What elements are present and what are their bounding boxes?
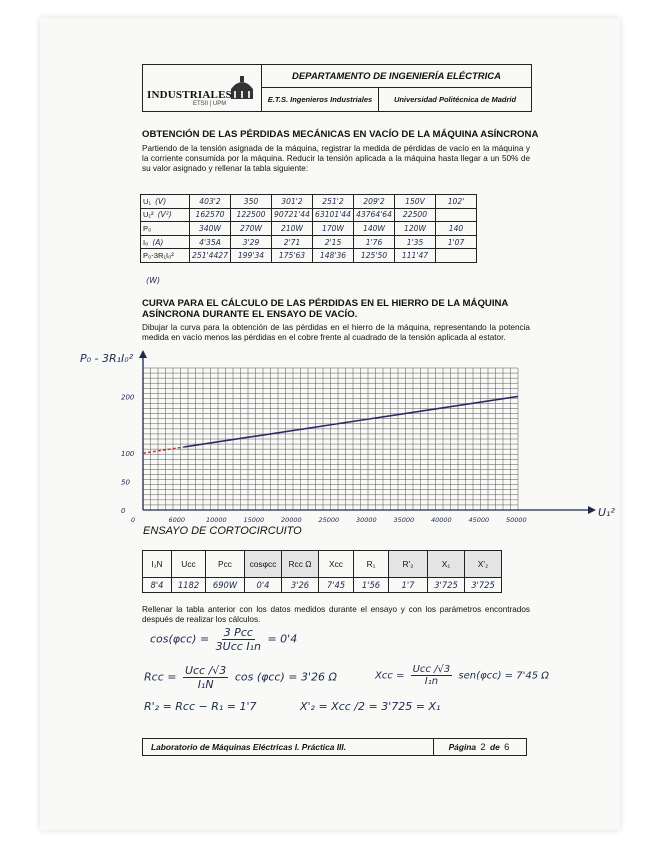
header-cell: R'₂ (389, 551, 428, 578)
formula-rcc-num: Ucc /√3 (184, 664, 227, 677)
table-row (141, 222, 477, 236)
table-row (141, 195, 477, 209)
formula-cos-phi-den: 3Ucc I₁n (215, 640, 261, 653)
table-cell: 251'4427 (190, 249, 231, 263)
short-circuit-table (142, 550, 502, 593)
section1-text: Partiendo de la tensión asignada de la máquina, registrar la medida de pérdidas de vacío en la máquina y la corriente consumida por la máquina. Reducir la tensión aplicada a la máquina hasta llegar a un 50% de su valor asignado y rellenar la tabla siguiente: (142, 144, 530, 173)
row-label (141, 222, 190, 236)
header-cell: I₁N (143, 551, 172, 578)
table-cell: 251'2 (313, 195, 354, 209)
table-cell: 22500 (395, 208, 436, 222)
document-header (142, 64, 532, 112)
formula-xcc (375, 664, 549, 687)
header-cell: X₁ (428, 551, 465, 578)
table-cell: 199'34 (231, 249, 272, 263)
page-footer (142, 738, 527, 756)
x-tick-label: 45000 (468, 516, 490, 524)
table-cell: 120W (395, 222, 436, 236)
university-name: Universidad Politécnica de Madrid (393, 95, 517, 104)
row-unit: (V²) (157, 210, 172, 220)
value-cell: 1'56 (354, 578, 389, 593)
y-tick-label: 200 (121, 393, 135, 402)
y-axis-arrow (139, 350, 147, 358)
section1-title: OBTENCIÓN DE LAS PÉRDIDAS MECÁNICAS EN VACÍO DE LA MÁQUINA ASÍNCRONA (142, 129, 539, 140)
formula-xcc-rhs: sen(φcc) = 7'45 Ω (458, 670, 549, 682)
row-unit: (V) (155, 196, 167, 206)
formula-r2: R'₂ = Rcc − R₁ = 1'7 (144, 700, 257, 713)
table-cell: 148'36 (313, 249, 354, 263)
x-tick-label: 40000 (431, 516, 452, 524)
dome-icon (229, 73, 255, 101)
value-cell: 1'7 (389, 578, 428, 593)
table-cell: 3'29 (231, 235, 272, 249)
page-word: Página (448, 742, 477, 752)
table-cell: 140W (354, 222, 395, 236)
x-tick-label: 25000 (318, 516, 340, 524)
header-cell: Ucc (172, 551, 206, 578)
header-cell: Pcc (206, 551, 245, 578)
table-cell: 175'63 (272, 249, 313, 263)
table-cell: 2'71 (272, 235, 313, 249)
crossed-cell: 102' (436, 195, 477, 209)
section3-title: ENSAYO DE CORTOCIRCUITO (143, 525, 302, 537)
no-load-table (140, 194, 477, 263)
y-tick-label: 0 (121, 507, 126, 515)
school-name: E.T.S. Ingenieros Industriales (262, 88, 379, 111)
x-tick-label: 15000 (243, 516, 265, 524)
table-cell: 170W (313, 222, 354, 236)
page-number (434, 739, 526, 755)
x-tick-label: 20000 (281, 516, 302, 524)
table-cell: 43764'64 (354, 208, 395, 222)
iron-loss-chart (80, 348, 615, 524)
table-cell: 340W (190, 222, 231, 236)
formula-cos-phi-lhs: cos(φcc) = (150, 632, 210, 646)
table-row (141, 249, 477, 263)
crossed-cell: 1'07 (436, 235, 477, 249)
table-cell: 63101'44 (313, 208, 354, 222)
formula-rcc (144, 664, 337, 691)
formula-rcc-rhs: cos (φcc) = 3'26 Ω (234, 670, 337, 684)
header-cell: Rcc Ω (282, 551, 319, 578)
table-cell: 122500 (231, 208, 272, 222)
x-axis-label: U₁² (598, 506, 615, 519)
table-cell: 1'76 (354, 235, 395, 249)
table1-unit-note: (W) (146, 276, 161, 285)
x-tick-label: 6000 (168, 516, 186, 524)
value-cell: 1182 (172, 578, 206, 593)
logo-name: INDUSTRIALES (147, 89, 232, 101)
table-cell: 210W (272, 222, 313, 236)
x-tick-label: 50000 (506, 516, 527, 524)
table-cell: 301'2 (272, 195, 313, 209)
formula-xcc-lhs: Xcc = (375, 670, 405, 682)
y-tick-label: 100 (121, 450, 135, 459)
y-axis-label: P₀ - 3R₁I₀² (80, 352, 134, 365)
row-label (141, 195, 190, 209)
value-cell: 8'4 (143, 578, 172, 593)
table-cell: 1'35 (395, 235, 436, 249)
row-label (141, 235, 190, 249)
row-label (141, 208, 190, 222)
table-row (141, 235, 477, 249)
header-cell: Xcc (319, 551, 354, 578)
value-cell: 690W (206, 578, 245, 593)
header-cell: X'₂ (465, 551, 502, 578)
school-logo (143, 65, 262, 111)
current-page: 2 (480, 741, 486, 753)
row-symbol: P₀-3R₁I₀² (143, 251, 174, 261)
table-cell: 4'35A (190, 235, 231, 249)
table-cell: 403'2 (190, 195, 231, 209)
formula-rcc-lhs: Rcc = (144, 670, 177, 684)
x-tick-label: 10000 (206, 516, 227, 524)
total-pages: 6 (504, 741, 510, 753)
series-line (184, 396, 518, 447)
formula-cos-phi-rhs: = 0'4 (267, 632, 298, 646)
table-cell: 162570 (190, 208, 231, 222)
section3-text: Rellenar la tabla anterior con los datos medidos durante el ensayo y con los parámetros encontrados después de realizar los cálculos. (142, 605, 530, 624)
section2-title: CURVA PARA EL CÁLCULO DE LAS PÉRDIDAS EN EL HIERRO DE LA MÁQUINA ASÍNCRONA DURANTE EL ENSAYO DE VACÍO. (142, 298, 509, 320)
formula-cos-phi (150, 626, 297, 653)
value-cell: 3'26 (282, 578, 319, 593)
row-symbol: P₀ (143, 223, 152, 233)
value-cell: 3'725 (465, 578, 502, 593)
table-cell: 350 (231, 195, 272, 209)
of-word: de (490, 742, 500, 752)
table-cell: 125'50 (354, 249, 395, 263)
value-cell: 0'4 (245, 578, 282, 593)
row-unit: (A) (152, 237, 164, 247)
table-cell: 111'47 (395, 249, 436, 263)
formula-cos-phi-num: 3 Pcc (223, 626, 253, 639)
x-tick-label: 30000 (356, 516, 377, 524)
series-extension (143, 447, 184, 453)
formula-rcc-den: I₁N (197, 678, 214, 691)
table-cell: 90721'44 (272, 208, 313, 222)
header-cell: cosφcc (245, 551, 282, 578)
x-tick-label: 35000 (393, 516, 415, 524)
crossed-cell (436, 208, 477, 222)
table-row (141, 208, 477, 222)
department-name: DEPARTAMENTO DE INGENIERÍA ELÉCTRICA (262, 65, 531, 88)
crossed-cell (436, 249, 477, 263)
table-cell: 150V (395, 195, 436, 209)
crossed-cell: 140 (436, 222, 477, 236)
lab-name: Laboratorio de Máquinas Eléctricas I. Práctica III. (143, 739, 434, 755)
formula-xcc-num: Ucc /√3 (412, 664, 451, 675)
x-axis-arrow (588, 506, 596, 514)
section2-text: Dibujar la curva para la obtención de las pérdidas en el hierro de la máquina, representando la potencia medida en vacío menos las pérdidas en el cobre frente al cuadrado de la tensión aplicada al estator. (142, 323, 530, 342)
table-cell: 209'2 (354, 195, 395, 209)
value-cell: 7'45 (319, 578, 354, 593)
value-cell: 3'725 (428, 578, 465, 593)
table-cell: 270W (231, 222, 272, 236)
row-symbol: U₁ (143, 196, 152, 206)
row-label (141, 249, 190, 263)
x-tick-label: 0 (131, 516, 136, 524)
logo-subtitle: ETSII | UPM (193, 101, 227, 107)
formula-x2: X'₂ = Xcc /2 = 3'725 = X₁ (300, 700, 441, 713)
row-symbol: I₀ (143, 237, 149, 247)
table-cell: 2'15 (313, 235, 354, 249)
y-tick-label: 50 (121, 478, 130, 487)
row-symbol: U₁² (143, 210, 154, 220)
formula-xcc-den: I₁n (424, 676, 439, 687)
header-cell: R₁ (354, 551, 389, 578)
